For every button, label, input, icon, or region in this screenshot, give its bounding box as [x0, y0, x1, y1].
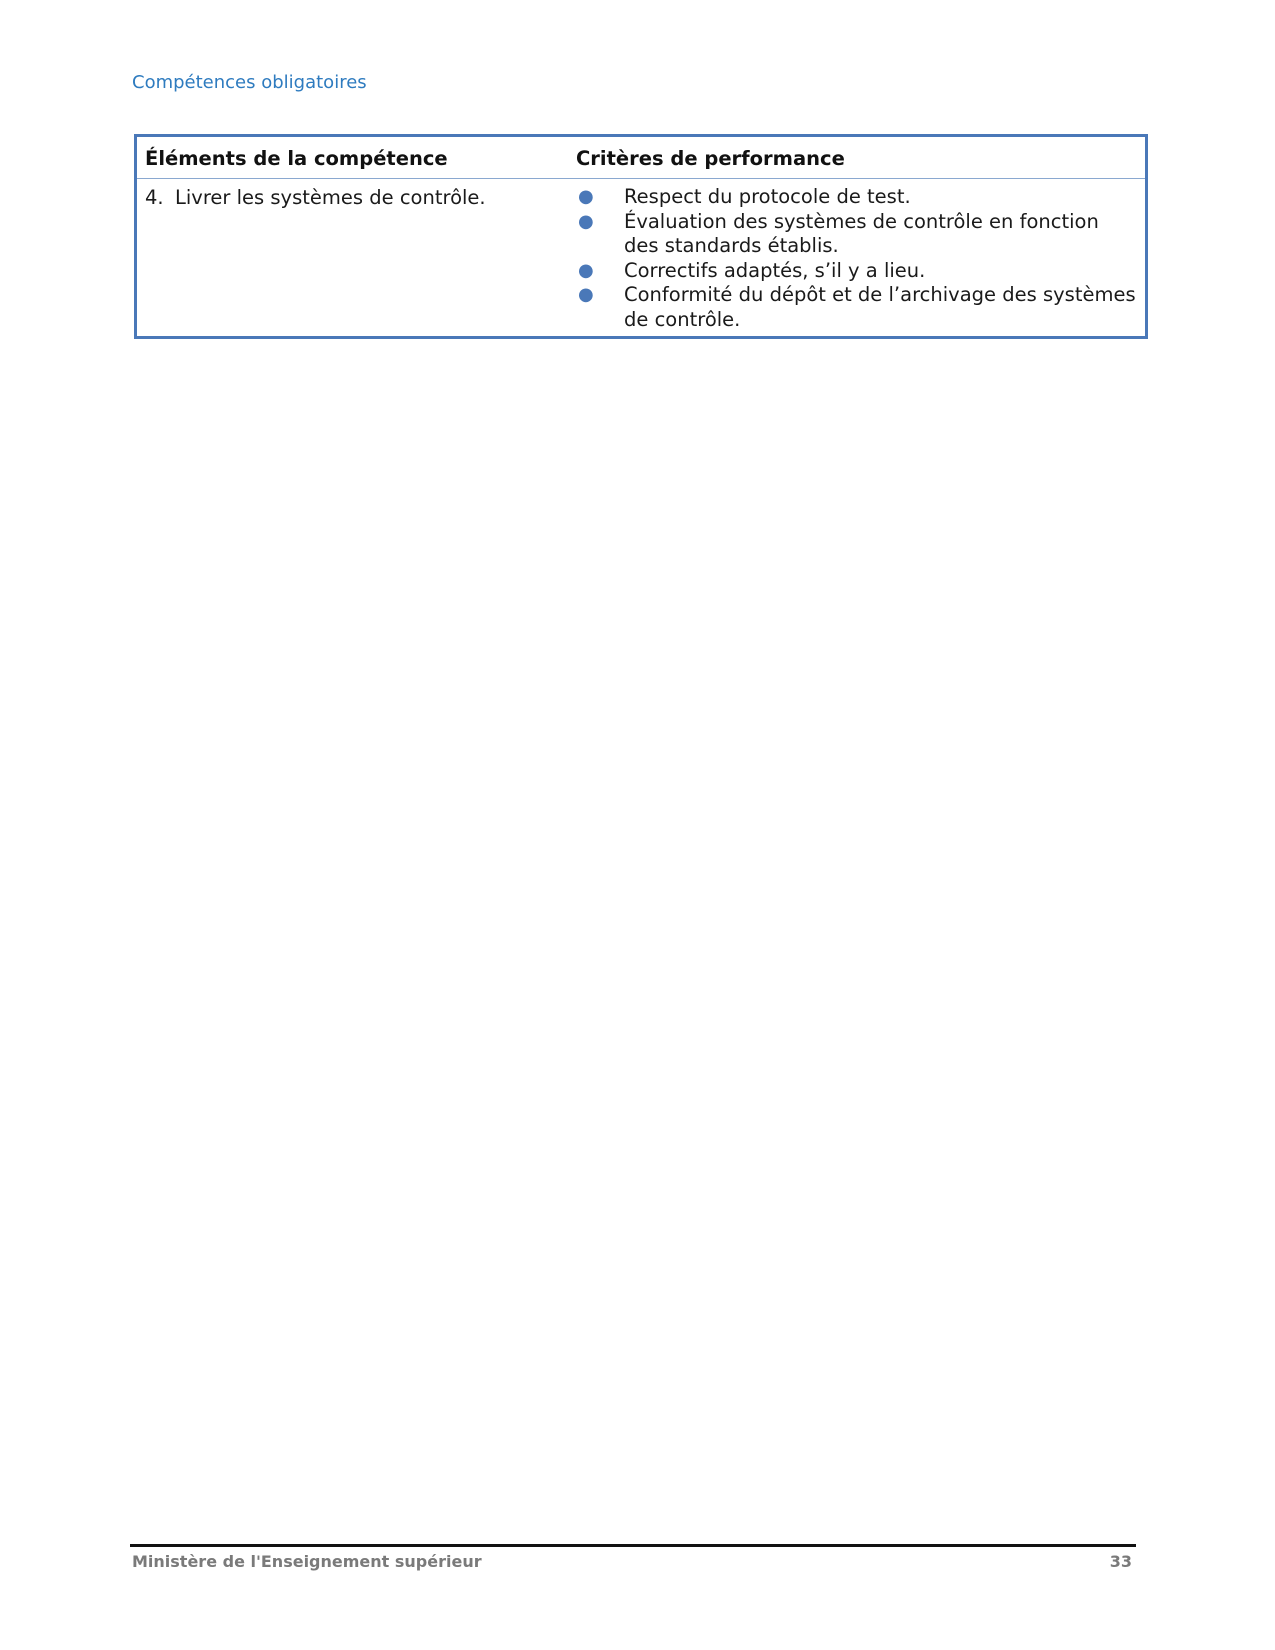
footer-divider — [130, 1544, 1136, 1547]
criteria-text: Évaluation des systèmes de contrôle en fonction des standards établis. — [624, 209, 1099, 257]
bullet-icon: ● — [578, 284, 594, 305]
running-header: Compétences obligatoires — [132, 72, 367, 93]
header-criteria: Critères de performance — [568, 136, 1147, 179]
footer-publisher: Ministère de l'Enseignement supérieur — [132, 1552, 482, 1571]
criteria-text: Respect du protocole de test. — [624, 185, 911, 208]
criteria-text: Conformité du dépôt et de l’archivage des systèmes de contrôle. — [624, 283, 1136, 331]
criteria-text: Correctifs adaptés, s’il y a lieu. — [624, 258, 926, 282]
criteria-item — [576, 259, 1137, 284]
table-row — [136, 179, 1147, 338]
bullet-icon: ● — [578, 210, 594, 232]
element-text: Livrer les systèmes de contrôle. — [175, 186, 486, 209]
competence-table — [134, 134, 1148, 339]
criteria-item — [576, 283, 1137, 332]
criteria-cell — [568, 179, 1147, 338]
table-header-row — [136, 136, 1147, 179]
criteria-list — [576, 185, 1137, 332]
bullet-icon: ● — [578, 259, 594, 281]
page-number: 33 — [1109, 1552, 1132, 1571]
criteria-item — [576, 210, 1137, 259]
element-number: 4. — [145, 186, 164, 209]
element-cell — [136, 179, 569, 338]
criteria-item — [576, 185, 1137, 210]
bullet-icon: ● — [578, 186, 594, 207]
header-elements: Éléments de la compétence — [136, 136, 569, 179]
